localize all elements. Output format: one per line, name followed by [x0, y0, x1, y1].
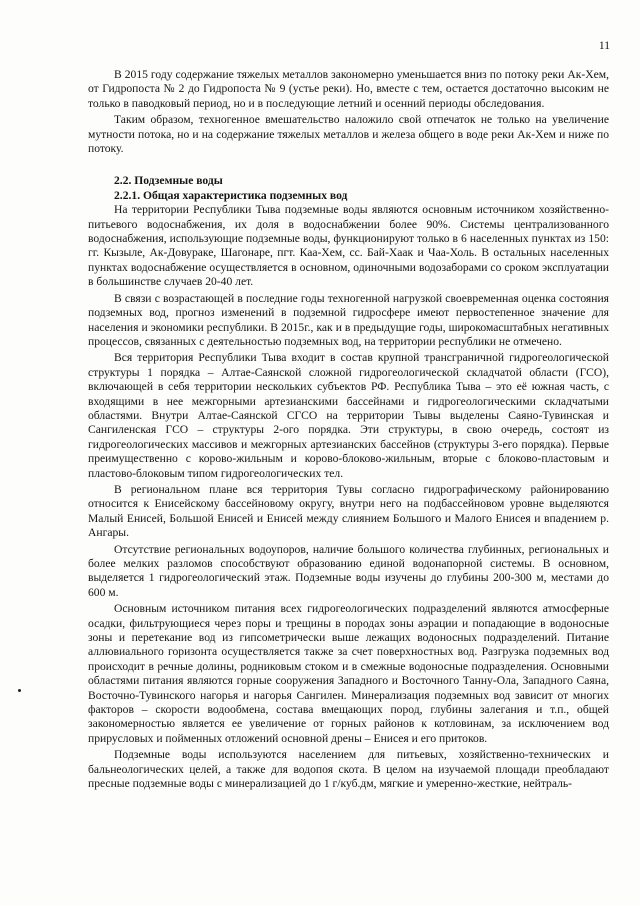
paragraph: Таким образом, техногенное вмешательство наложило свой отпечаток не только на увеличение мутности потока, но и на содержание тяжелых металлов и железа общего в воде реки Ак-Хем и ниже по потоку. [88, 113, 609, 156]
page-number: 11 [598, 40, 610, 52]
paragraph: Подземные воды используются населением для питьевых, хозяйственно-технических и бальнеологических целей, а также для водопоя скота. В целом на изучаемой площади преобладают пресные подземные воды с минерализацией до 1 г/куб.дм, мягкие и умеренно-жесткие, нейтраль- [88, 748, 609, 791]
document-body [88, 68, 609, 794]
paragraph: На территории Республики Тыва подземные воды являются основным источником хозяйственно-питьевого водоснабжения, их доля в водоснабжении более 90%. Системы централизованного водоснабжения, использующие подземные воды, функционируют только в 6 населенных пунктах из 150: гг. Кызыле, Ак-Довураке, Шагонаре, пгт. Каа-Хем, сс. Бай-Хаак и Чаа-Холь. В остальных населенных пунктах водоснабжение осуществляется в основном, одиночными водозаборами со сроком эксплуатации в большинстве случаев 20-40 лет. [88, 203, 609, 289]
paragraph: В региональном плане вся территория Тувы согласно гидрографическому районированию относится к Енисейскому бассейновому округу, внутри него на подбассейновом уровне выделяются Малый Енисей, Большой Енисей и Енисей между слиянием Большого и Малого Енисея и впадением р. Ангары. [88, 482, 609, 540]
paragraph: Вся территория Республики Тыва входит в состав крупной трансграничной гидрогеологической структуры 1 порядка – Алтае-Саянской сложной гидрогеологической складчатой области (ГСО), включающей в себя территории нескольких субъектов РФ. Республика Тыва – это её южная часть, с входящими в нее межгорными артезианскими бассейнами и гидрогеологическими складчатыми областями. Внутри Алтае-Саянской СГСО на территории Тывы выделены Саяно-Тувинская и Сангиленская ГСО – структуры 2-ого порядка. Эти структуры, в свою очередь, состоят из гидрогеологических массивов и межгорных артезианских бассейнов (структуры 3-его порядка). Первые преимущественно с корово-жильным и корово-блоково-жильным, вторые с блоково-пластовым и пластово-блоковым типом гидрогеологических тел. [88, 351, 609, 480]
paragraph: Отсутствие региональных водоупоров, наличие большого количества глубинных, региональных и более мелких разломов способствуют образованию единой водонапорной системы. В основном, выделяется 1 гидрогеологический этаж. Подземные воды изучены до глубины 200-300 м, местами до 600 м. [88, 542, 609, 599]
paragraph: В 2015 году содержание тяжелых металлов закономерно уменьшается вниз по потоку реки Ак-Хем, от Гидропоста № 2 до Гидропоста № 9 (устье реки). Но, вместе с тем, остается достаточно высоким не только в паводковый период, но и в последующие летний и осенний периоды обследования. [88, 68, 609, 110]
subsection-heading: 2.2.1. Общая характеристика подземных вод [114, 188, 348, 202]
paragraph: В связи с возрастающей в последние годы техногенной нагрузкой своевременная оценка состояния подземных вод, прогноз изменений в подземной гидросфере имеют первостепенное значение для населения и экономики республики. В 2015г., как и в предыдущие годы, широкомасштабных негативных процессов, связанных с деятельностью подземных вод, на территории республики не отмечено. [88, 291, 609, 348]
paragraph: Основным источником питания всех гидрогеологических подразделений являются атмосферные осадки, фильтрующиеся через поры и трещины в породах зоны аэрации и попадающие в водоносные зоны и перетекание вод из гипсометрически выше лежащих водоносных подразделений. Питание аллювиального горизонта осуществляется также за счет поверхностных вод. Разгрузка подземных вод происходит в речные долины, родниковым стоком и в смежные водоносные подразделения. Основными областями питания являются горные сооружения Западного и Восточного Танну-Ола, Западного Саяна, Восточно-Тувинского нагорья и нагорья Сангилен. Минерализация подземных вод зависит от многих факторов – скорости водообмена, состава вмещающих пород, глубины залегания и т.п., общей закономерностью является ее увеличение от горных районов к котловинам, за исключением вод прирусловых и пойменных отложений основной дрены – Енисея и его притоков. [88, 602, 609, 745]
section-heading: 2.2. Подземные воды [114, 174, 223, 188]
scan-speck [18, 689, 21, 692]
